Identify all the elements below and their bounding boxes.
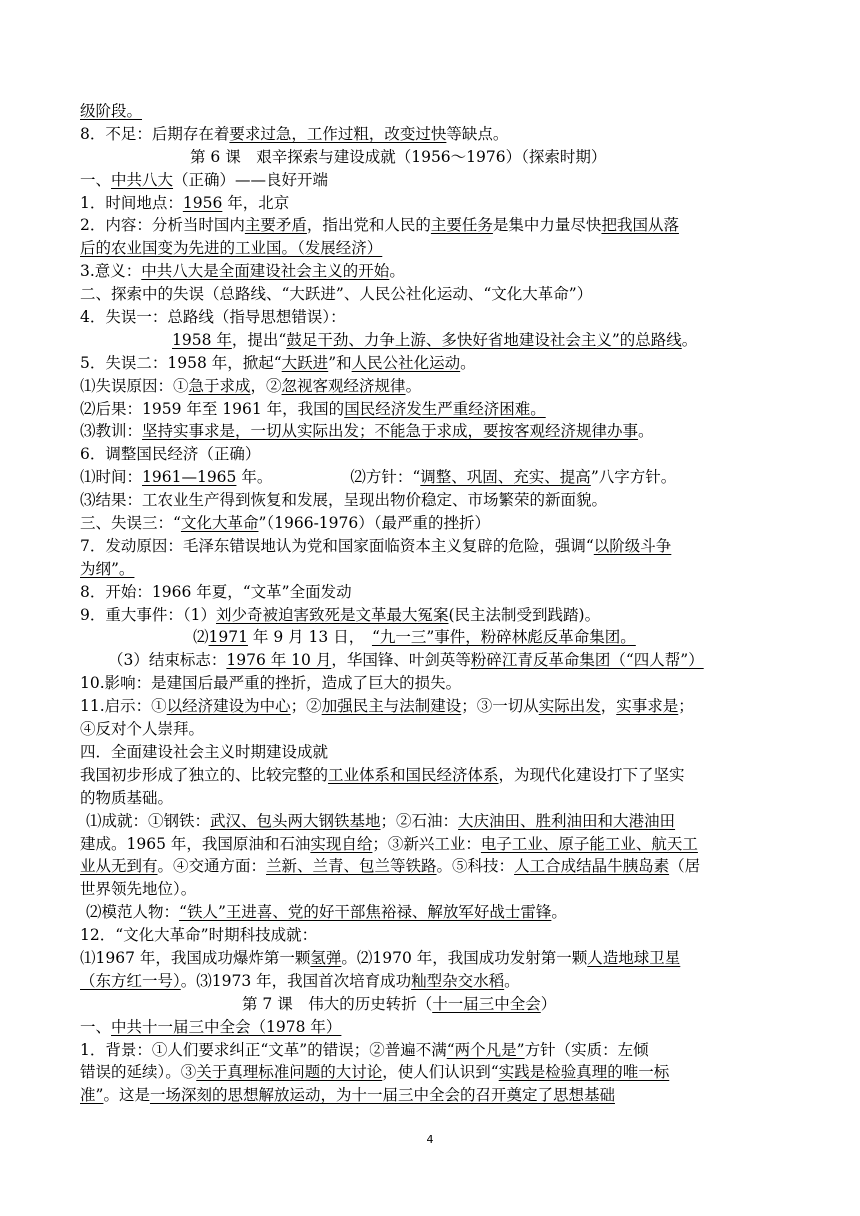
underlined-text: 粉碎江青反革命集团（“四人帮”） (470, 651, 704, 670)
text-span: 年 9 月 13 日， (247, 628, 372, 647)
text-span: 四．全面建设社会主义时期建设成就 (80, 742, 329, 761)
text-span: 二、探索中的失误（总路线、“大跃进”、人民公社化运动、“文化大革命”） (80, 285, 593, 304)
text-span: 3.意义： (80, 262, 142, 281)
underlined-text: 1976 年 10 月 (226, 651, 332, 670)
underlined-text: 实践是检验真理的唯一标 (498, 1063, 670, 1082)
text-span: ④反对个人崇拜。 (80, 720, 205, 739)
text-line (80, 672, 760, 695)
text-line (80, 649, 760, 672)
text-span: 9．重大事件：（1） (80, 605, 216, 624)
underlined-text: 文化大革命 (180, 514, 259, 533)
text-span: ，华国锋、叶剑英等 (331, 651, 471, 670)
page-number: 4 (426, 1133, 434, 1146)
text-span: 1．时间地点： (80, 193, 183, 212)
text-line (80, 787, 760, 810)
underlined-text: 1961—1965 (142, 468, 237, 487)
underlined-text: 为纲”。 (80, 559, 135, 578)
underlined-text: 鼓足干劲、力争上游、多快好省地建设社会主义”的总路线 (286, 330, 682, 349)
underlined-text: 实事求是 (616, 697, 679, 716)
text-line (80, 1016, 760, 1039)
text-line (80, 741, 760, 764)
underlined-text: 主要矛盾 (244, 216, 307, 235)
text-span: ；③一切从 (461, 697, 539, 716)
underlined-text: 1971 (208, 628, 248, 647)
text-line (80, 489, 760, 512)
underlined-text: 工业体系和国民经济体系 (328, 765, 499, 784)
text-span: 的物质基础。 (80, 788, 174, 807)
text-span: 我国初步形成了独立的、比较完整的 (80, 765, 329, 784)
text-span: 。 (638, 422, 654, 441)
underlined-text: “铁人”王进喜、党的好干部焦裕禄、解放军好战士雷锋 (179, 903, 552, 922)
text-line (80, 443, 760, 466)
underlined-text: 准” (80, 1086, 104, 1105)
text-span: ⑴成就：①钢铁： (86, 811, 211, 830)
text-span: ⑵后果：1959 年至 1961 年，我国的 (80, 399, 345, 418)
text-span: 11.启示：① (80, 697, 167, 716)
underlined-text: 坚持实事求是，一切从实际出发；不能急于求成，要按客观经济规律办事 (142, 422, 639, 441)
text-span: ⑴失误原因：① (80, 376, 189, 395)
text-line (80, 146, 760, 169)
text-line (80, 810, 760, 833)
underlined-text: 人民公社化运动 (351, 353, 461, 372)
text-span: （居 (669, 857, 701, 876)
text-span: ，指出党和人民的 (306, 216, 431, 235)
text-line (80, 214, 760, 237)
underlined-text: 人造地球卫星 (587, 948, 681, 967)
text-span: 10.影响：是建国后最严重的挫折，造成了巨大的损失。 (80, 674, 462, 693)
text-span: （正确）——良好开端 (173, 170, 329, 189)
text-span: ⑵ (193, 628, 209, 647)
text-line (80, 352, 760, 375)
text-span: ， (600, 697, 617, 716)
text-span: 。④交通方面： (157, 857, 267, 876)
text-span: 。 (681, 330, 698, 349)
underlined-text: 急于求成 (188, 376, 251, 395)
text-span: ⑶结果：工农业生产得到恢复和发展，呈现出物价稳定、市场繁荣的新面貌。 (80, 491, 608, 510)
text-span: 。 (504, 971, 520, 990)
page-body (80, 100, 760, 1107)
text-span: 。 (405, 376, 422, 395)
underlined-text: 电子工业、原子能工业、航天工 (480, 834, 698, 853)
text-line (80, 123, 760, 146)
text-span: (民主法制受到践踏)。 (448, 605, 601, 624)
underlined-text: （东方红一号） (80, 971, 181, 990)
text-span: 12．“文化大革命”时期科技成就： (80, 926, 318, 945)
text-line (80, 535, 760, 558)
underlined-text: 籼型杂交水稻 (411, 971, 505, 990)
underlined-text: 实际出发 (538, 697, 601, 716)
text-span: ⑵模范人物： (86, 903, 180, 922)
underlined-text: 业从无到有 (80, 857, 158, 876)
underlined-text: 加强民主与法制建设 (321, 697, 462, 716)
underlined-text: 实现自给 (310, 834, 373, 853)
text-span: 一、 (80, 1017, 112, 1036)
text-span: ，提出“ (231, 330, 287, 349)
text-line (80, 764, 760, 787)
underlined-text: 后的农业国变为先进的工业国。（发展经济） (80, 239, 383, 258)
text-span: 三、失误三：“ (80, 514, 181, 533)
text-line (80, 375, 760, 398)
text-line (80, 1039, 760, 1062)
underlined-text: 武汉、包头两大钢铁基地 (210, 811, 381, 830)
text-span: 世界领先地位）。 (80, 880, 197, 899)
text-line (80, 283, 760, 306)
text-line (80, 833, 760, 856)
text-line (80, 718, 760, 741)
text-line (80, 329, 760, 352)
underlined-text: 兰新、兰青、包兰等铁路 (266, 857, 437, 876)
text-line (80, 924, 760, 947)
text-span: 。这是 (103, 1086, 150, 1105)
text-line (80, 993, 760, 1016)
text-span: （3）结束标志： (108, 651, 227, 670)
text-line (80, 581, 760, 604)
text-span: ”（1966-1976）（最严重的挫折） (258, 514, 491, 533)
underlined-text: 中共十一届三中全会（1978 年） (111, 1017, 342, 1036)
text-span: 8．不足：后期存在着 (80, 124, 230, 143)
text-span: ；③新兴工业： (372, 834, 481, 853)
text-span: ”八字方针。 (590, 468, 677, 487)
text-line (80, 260, 760, 283)
text-line (80, 466, 760, 489)
text-span: 。⑶1973 年，我国首次培育成功 (180, 971, 412, 990)
underlined-text: 中共八大 (111, 170, 174, 189)
text-span: 方针（实质：左倾 (524, 1040, 649, 1059)
text-line (80, 192, 760, 215)
text-span: ，为现代化建设打下了坚实 (498, 765, 685, 784)
text-span: ”和 (328, 353, 352, 372)
text-line (80, 558, 760, 581)
underlined-text: “两个凡是” (446, 1040, 525, 1059)
text-span: 错误的延续）。③ (80, 1063, 197, 1082)
underlined-text: 以阶级斗争 (593, 536, 672, 555)
text-line (80, 901, 760, 924)
text-span: 6．调整国民经济（正确） (80, 445, 261, 464)
text-span: ⑴时间： (80, 468, 143, 487)
text-line (80, 604, 760, 627)
text-line (80, 626, 760, 649)
underlined-text: 大庆油田、胜利油田和大港油田 (458, 811, 676, 830)
text-span: 2．内容：分析当时国内 (80, 216, 245, 235)
underlined-text: 关于真理标准问题的大讨论 (196, 1063, 383, 1082)
text-line (80, 855, 760, 878)
underlined-text: 人工合成结晶牛胰岛素 (514, 857, 670, 876)
text-line (80, 398, 760, 421)
underlined-text: 以经济建设为中心 (166, 697, 291, 716)
text-line (80, 695, 760, 718)
text-line (80, 1061, 760, 1084)
text-span: 。 (551, 903, 567, 922)
text-span: ；②石油： (380, 811, 459, 830)
underlined-text: 把我国从落 (601, 216, 679, 235)
underlined-text: 一场深刻的思想解放运动，为十一届三中全会的召开奠定了思想基础 (149, 1086, 615, 1105)
text-span: 7．发动原因：毛泽东错误地认为党和国家面临资本主义复辟的危险，强调“ (80, 536, 594, 555)
underlined-text: 1958 年 (172, 330, 232, 349)
text-span: ⑵方针：“ (350, 468, 421, 487)
text-span: ） (540, 994, 557, 1013)
underlined-text: 要求过急，工作过粗，改变过快 (229, 124, 447, 143)
underlined-text: 氢弹 (310, 948, 342, 967)
underlined-text: 级阶段。 (80, 102, 143, 120)
text-line (80, 420, 760, 443)
text-span: 。⑤科技： (436, 857, 515, 876)
text-span: 8．开始：1966 年夏，“文革”全面发动 (80, 582, 352, 601)
underlined-text: 十一届三中全会 (432, 994, 541, 1013)
text-span: 第 7 课 伟大的历史转折（ (242, 994, 433, 1013)
underlined-text: 调整、巩固、充实、提高 (420, 468, 591, 487)
text-span: ；② (290, 697, 322, 716)
text-line (80, 100, 760, 123)
text-line (80, 1084, 760, 1107)
text-span: 一、 (80, 170, 112, 189)
underlined-text: 大跃进 (281, 353, 329, 372)
text-span: 年。 (236, 468, 273, 487)
underlined-text: “九一三”事件，粉碎林彪反革命集团。 (371, 628, 636, 647)
text-line (80, 947, 760, 970)
text-line (80, 512, 760, 535)
text-line (80, 169, 760, 192)
text-span: 4．失误一：总路线（指导思想错误）： (80, 308, 346, 327)
underlined-text: 主要任务 (430, 216, 493, 235)
text-span: ，② (250, 376, 282, 395)
text-span: ，使人们认识到“ (382, 1063, 499, 1082)
underlined-text: 1956 (182, 193, 223, 212)
text-line (80, 237, 760, 260)
text-line (80, 306, 760, 329)
text-span: 。⑵1970 年，我国成功发射第一颗 (341, 948, 588, 967)
text-line (80, 970, 760, 993)
text-span: ⑴1967 年，我国成功爆炸第一颗 (80, 948, 311, 967)
text-span: 。 (389, 262, 405, 281)
text-span: ⑶教训： (80, 422, 143, 441)
text-span: 等缺点。 (446, 124, 509, 143)
underlined-text: 忽视客观经济规律 (281, 376, 406, 395)
text-span: 1．背景：①人们要求纠正“文革”的错误；②普遍不满 (80, 1040, 447, 1059)
text-span: 建成。1965 年，我国原油和石油 (80, 834, 311, 853)
text-span: 。 (460, 353, 476, 372)
underlined-text: 国民经济发生严重经济困难。 (344, 399, 546, 418)
text-span: 第 6 课 艰辛探索与建设成就（1956～1976）（探索时期） (190, 147, 607, 166)
underlined-text: 刘少奇被迫害致死是文革最大冤案 (215, 605, 449, 624)
text-span: 5．失误二：1958 年，掀起“ (80, 353, 282, 372)
text-span: ； (678, 697, 694, 716)
text-span: 年，北京 (222, 193, 290, 212)
underlined-text: 中共八大是全面建设社会主义的开始 (141, 262, 390, 281)
text-span: 是集中力量尽快 (492, 216, 602, 235)
text-line (80, 878, 760, 901)
